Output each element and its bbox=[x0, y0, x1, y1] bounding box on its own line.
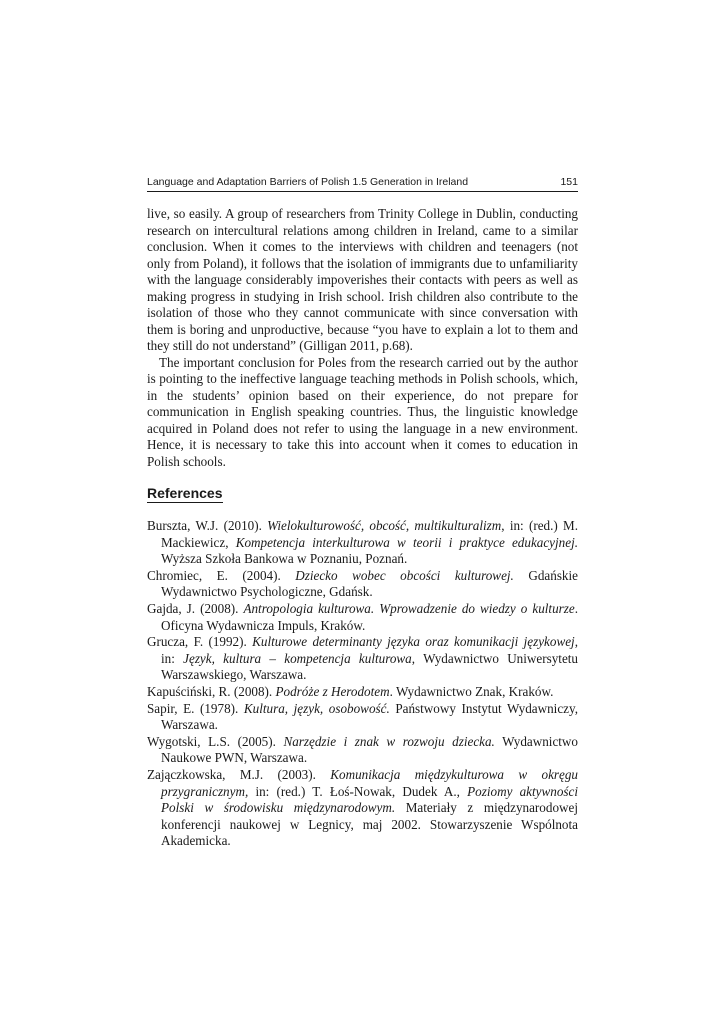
reference-item: Grucza, F. (1992). Kulturowe determinanty języka oraz komunikacji językowej, in: Język, kultura – kompetencja kulturowa, Wydawnictwo Uniwersytetu Warszawskiego, Warszawa. bbox=[147, 634, 578, 683]
paragraph: live, so easily. A group of researchers from Trinity College in Dublin, conducting research on intercultural relations among children in Ireland, came to a similar conclusion. When it comes to the interviews with children and teenagers (not only from Poland), it follows that the isolation of immigrants due to unfamiliarity with the language considerably impoverishes their contacts with peers as well as making progress in studying in Irish school. Irish children also contribute to the isolation of those who they cannot communicate with since conversation with them is boring and unproductive, because “you have to explain a lot to them and they still do not understand” (Gilligan 2011, p.68). bbox=[147, 206, 578, 353]
reference-item: Chromiec, E. (2004). Dziecko wobec obcości kulturowej. Gdańskie Wydawnictwo Psychologiczne, Gdańsk. bbox=[147, 567, 578, 600]
reference-list bbox=[147, 518, 578, 850]
header-rule bbox=[147, 191, 578, 192]
reference-item: Gajda, J. (2008). Antropologia kulturowa. Wprowadzenie do wiedzy o kulturze. Oficyna Wydawnicza Impuls, Kraków. bbox=[147, 600, 579, 633]
body-text bbox=[147, 206, 578, 470]
paragraph: The important conclusion for Poles from the research carried out by the author is pointing to the ineffective language teaching methods in Polish schools, which, in the students’ opinion based on their experience, do not prepare for communication in English speaking countries. Thus, the linguistic knowledge acquired in Poland does not refer to using the language in a new environment. Hence, it is necessary to take this into account when it comes to education in Polish schools. bbox=[147, 354, 578, 469]
page-number: 151 bbox=[560, 176, 578, 188]
reference-item: Sapir, E. (1978). Kultura, język, osobowość. Państwowy Instytut Wydawniczy, Warszawa. bbox=[147, 700, 578, 733]
reference-item: Wygotski, L.S. (2005). Narzędzie i znak w rozwoju dziecka. Wydawnictwo Naukowe PWN, Warszawa. bbox=[147, 733, 578, 766]
reference-item: Burszta, W.J. (2010). Wielokulturowość, obcość, multikulturalizm, in: (red.) M. Mackiewicz, Kompetencja interkulturowa w teorii i praktyce edukacyjnej. Wyższa Szkoła Bankowa w Poznaniu, Poznań. bbox=[147, 518, 579, 567]
running-head bbox=[147, 176, 578, 188]
running-title: Language and Adaptation Barriers of Polish 1.5 Generation in Ireland bbox=[147, 176, 469, 188]
reference-item: Kapuściński, R. (2008). Podróże z Herodotem. Wydawnictwo Znak, Kraków. bbox=[147, 683, 554, 699]
references-heading: References bbox=[147, 485, 223, 501]
reference-item: Zajączkowska, M.J. (2003). Komunikacja międzykulturowa w okręgu przygranicznym, in: (red.) T. Łoś-Nowak, Dudek A., Poziomy aktywności Polski w środowisku międzynarodowym. Materiały z międzynarodowej konferencji naukowej w Legnicy, maj 2002. Stowarzyszenie Wspólnota Akademicka. bbox=[147, 766, 578, 849]
